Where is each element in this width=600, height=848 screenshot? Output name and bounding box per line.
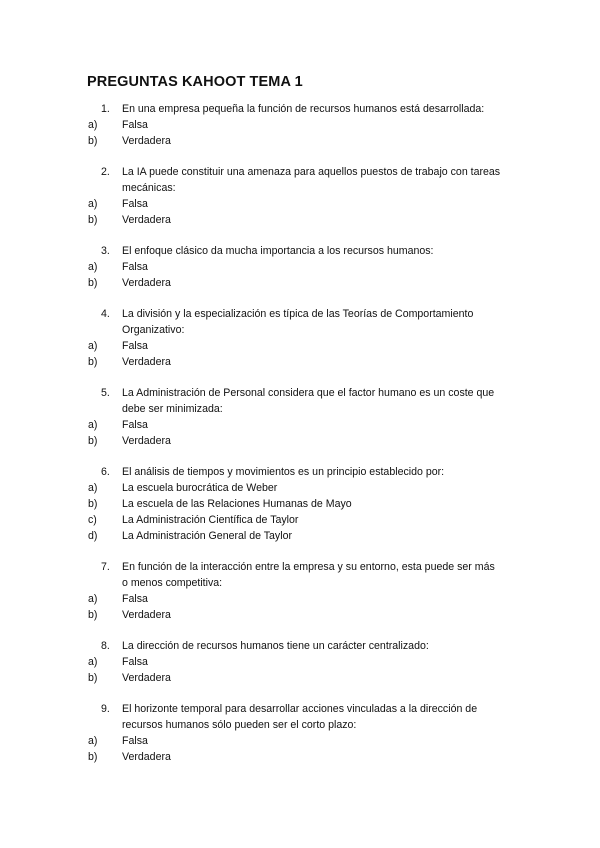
option-letter: a) xyxy=(88,198,98,210)
option-letter: a) xyxy=(88,656,98,668)
option-letter: a) xyxy=(88,419,98,431)
option-text: La escuela burocrática de Weber xyxy=(122,482,278,494)
question-text: La Administración de Personal considera que el factor humano es un coste que debe ser minimizada: xyxy=(122,387,495,415)
question-row xyxy=(0,464,600,480)
option-letter: b) xyxy=(88,214,98,226)
question-text: La IA puede constituir una amenaza para aquellos puestos de trabajo con tareas mecánicas: xyxy=(122,166,501,194)
option-letter: b) xyxy=(88,751,98,763)
question-number: 4. xyxy=(101,308,110,320)
answer-option xyxy=(0,212,600,228)
option-text: Verdadera xyxy=(122,609,171,621)
answer-option xyxy=(0,512,600,528)
answer-option xyxy=(0,196,600,212)
question-number: 2. xyxy=(101,166,110,178)
question-8 xyxy=(0,638,600,686)
option-letter: b) xyxy=(88,277,98,289)
question-number: 5. xyxy=(101,387,110,399)
question-row xyxy=(0,701,600,733)
answer-option xyxy=(0,275,600,291)
question-text: El análisis de tiempos y movimientos es un principio establecido por: xyxy=(122,466,445,478)
answer-option xyxy=(0,417,600,433)
option-letter: b) xyxy=(88,498,98,510)
option-text: Falsa xyxy=(122,198,148,210)
question-text: La división y la especialización es típica de las Teorías de Comportamiento Organizativo: xyxy=(122,308,474,336)
answer-option xyxy=(0,496,600,512)
option-letter: a) xyxy=(88,119,98,131)
question-6 xyxy=(0,464,600,544)
answer-option xyxy=(0,117,600,133)
option-letter: b) xyxy=(88,135,98,147)
option-text: La escuela de las Relaciones Humanas de Mayo xyxy=(122,498,352,510)
option-letter: a) xyxy=(88,261,98,273)
option-letter: a) xyxy=(88,735,98,747)
question-number: 8. xyxy=(101,640,110,652)
option-letter: b) xyxy=(88,435,98,447)
option-text: Verdadera xyxy=(122,135,171,147)
option-text: Verdadera xyxy=(122,356,171,368)
question-number: 7. xyxy=(101,561,110,573)
question-number: 1. xyxy=(101,103,110,115)
answer-option xyxy=(0,591,600,607)
option-text: Verdadera xyxy=(122,435,171,447)
option-text: Falsa xyxy=(122,593,148,605)
question-row xyxy=(0,638,600,654)
question-2 xyxy=(0,164,600,228)
question-row xyxy=(0,559,600,591)
answer-option xyxy=(0,528,600,544)
question-row xyxy=(0,101,600,117)
answer-option xyxy=(0,259,600,275)
question-row xyxy=(0,385,600,417)
answer-option xyxy=(0,670,600,686)
option-text: Falsa xyxy=(122,419,148,431)
question-text: El horizonte temporal para desarrollar acciones vinculadas a la dirección de recursos humanos sólo pueden ser el corto plazo: xyxy=(122,703,478,731)
answer-option xyxy=(0,133,600,149)
question-4 xyxy=(0,306,600,370)
option-letter: b) xyxy=(88,609,98,621)
option-letter: a) xyxy=(88,482,98,494)
question-1 xyxy=(0,101,600,149)
question-list xyxy=(0,101,600,780)
option-text: Verdadera xyxy=(122,672,171,684)
answer-option xyxy=(0,654,600,670)
option-text: La Administración Científica de Taylor xyxy=(122,514,299,526)
question-5 xyxy=(0,385,600,449)
question-text: En una empresa pequeña la función de recursos humanos está desarrollada: xyxy=(122,103,485,115)
question-text: En función de la interacción entre la empresa y su entorno, esta puede ser más o menos competitiva: xyxy=(122,561,495,589)
question-row xyxy=(0,306,600,338)
question-number: 3. xyxy=(101,245,110,257)
question-number: 9. xyxy=(101,703,110,715)
option-text: Verdadera xyxy=(122,214,171,226)
option-text: Verdadera xyxy=(122,277,171,289)
option-text: Falsa xyxy=(122,340,148,352)
option-letter: d) xyxy=(88,530,98,542)
question-7 xyxy=(0,559,600,623)
option-letter: b) xyxy=(88,672,98,684)
option-letter: a) xyxy=(88,340,98,352)
option-text: Verdadera xyxy=(122,751,171,763)
page-title: PREGUNTAS KAHOOT TEMA 1 xyxy=(87,74,303,90)
option-letter: b) xyxy=(88,356,98,368)
answer-option xyxy=(0,354,600,370)
option-text: Falsa xyxy=(122,656,148,668)
answer-option xyxy=(0,338,600,354)
question-row xyxy=(0,243,600,259)
answer-option xyxy=(0,480,600,496)
option-text: Falsa xyxy=(122,735,148,747)
question-text: La dirección de recursos humanos tiene un carácter centralizado: xyxy=(122,640,429,652)
answer-option xyxy=(0,607,600,623)
question-3 xyxy=(0,243,600,291)
option-letter: c) xyxy=(88,514,97,526)
question-number: 6. xyxy=(101,466,110,478)
option-letter: a) xyxy=(88,593,98,605)
option-text: Falsa xyxy=(122,119,148,131)
answer-option xyxy=(0,733,600,749)
answer-option xyxy=(0,433,600,449)
question-text: El enfoque clásico da mucha importancia a los recursos humanos: xyxy=(122,245,434,257)
question-9 xyxy=(0,701,600,765)
option-text: La Administración General de Taylor xyxy=(122,530,292,542)
question-row xyxy=(0,164,600,196)
answer-option xyxy=(0,749,600,765)
option-text: Falsa xyxy=(122,261,148,273)
